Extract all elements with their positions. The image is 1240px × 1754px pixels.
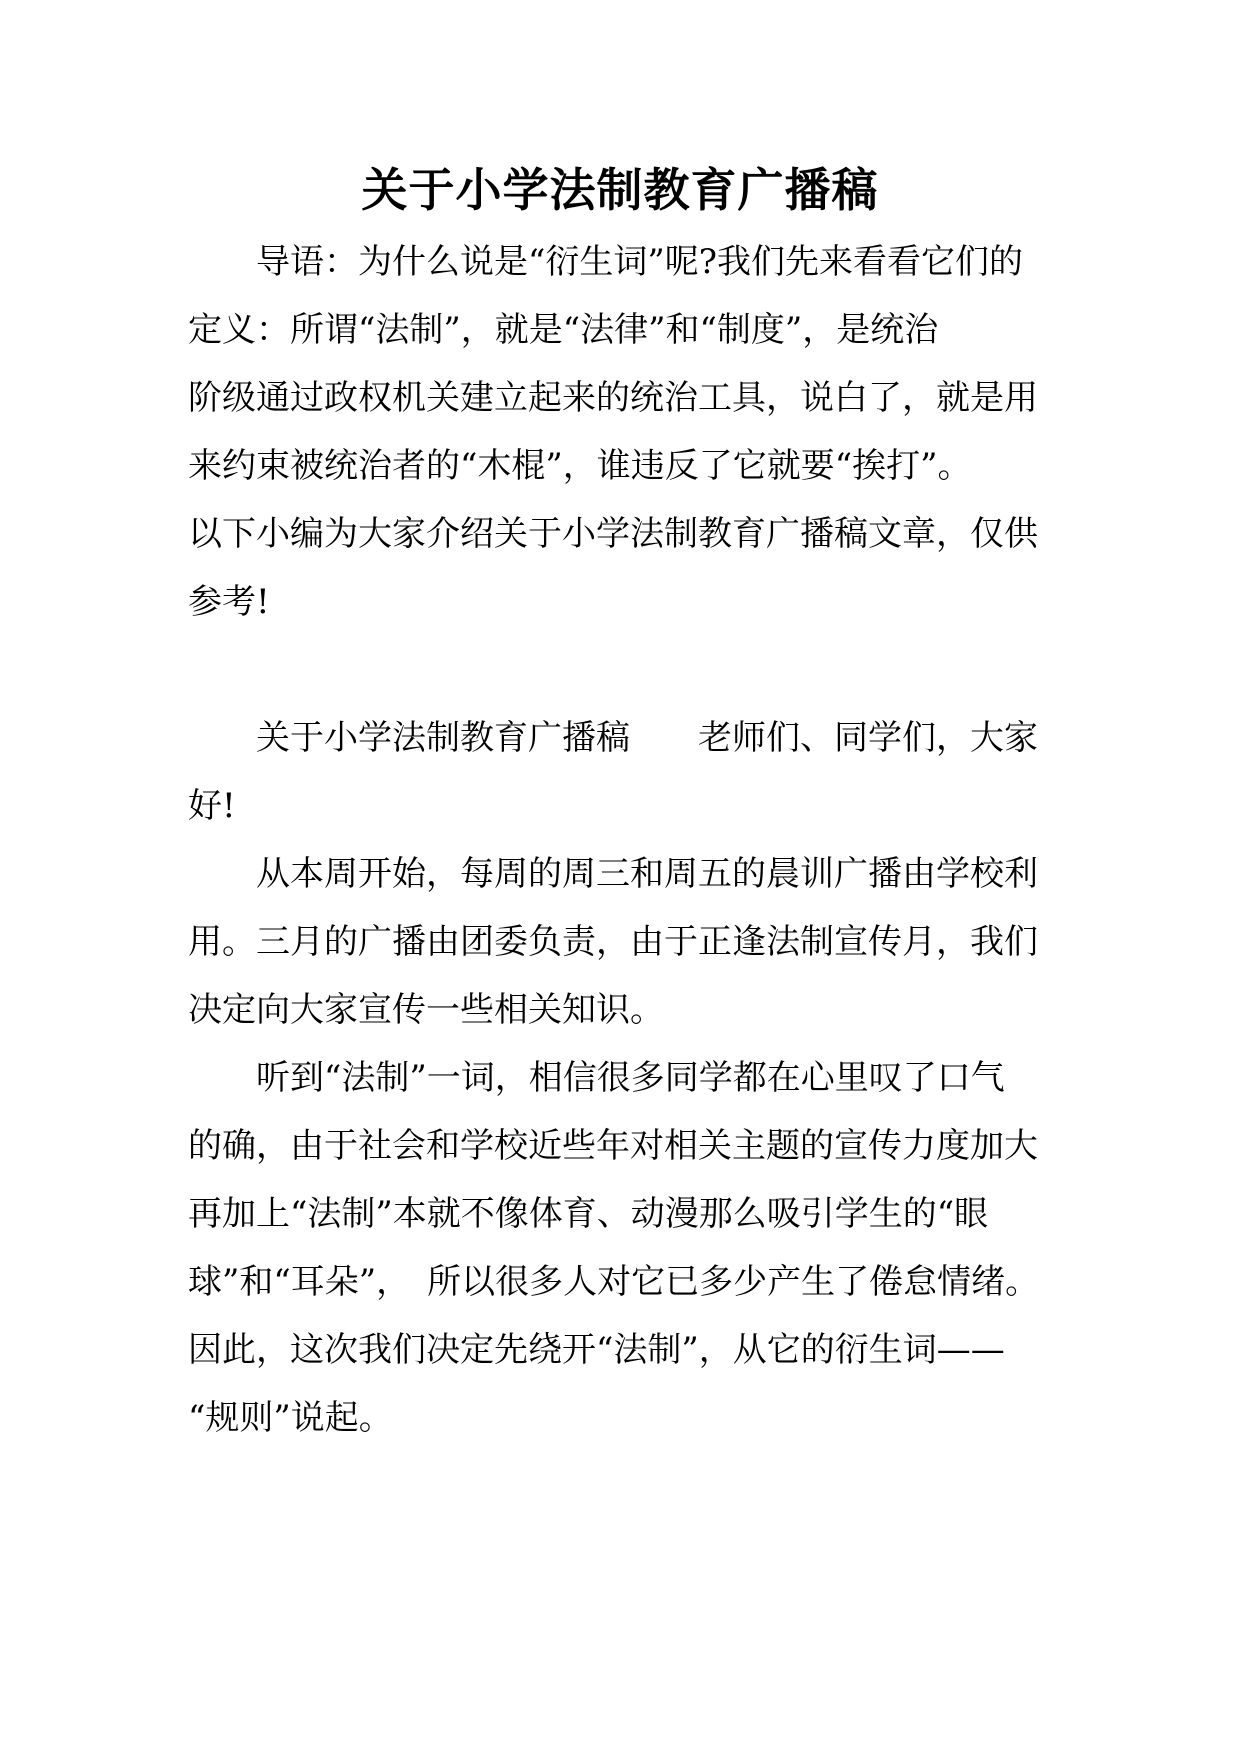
paragraph-2-line-4: 球”和“耳朵”， 所以很多人对它已多少产生了倦怠情绪。	[188, 1262, 1040, 1302]
paragraph-1-line-1: 从本周开始，每周的周三和周五的晨训广播由学校利	[256, 854, 1038, 894]
intro-line-6: 参考!	[188, 582, 270, 622]
paragraph-2-line-6: “规则”说起。	[188, 1398, 393, 1438]
greeting-line-2: 好!	[188, 786, 236, 826]
intro-line-1: 导语：为什么说是“衍生词”呢?我们先来看看它们的	[256, 242, 1023, 282]
document-title: 关于小学法制教育广播稿	[361, 163, 879, 217]
paragraph-2-line-5: 因此，这次我们决定先绕开“法制”，从它的衍生词——	[188, 1330, 1005, 1370]
intro-line-2: 定义：所谓“法制”，就是“法律”和“制度”，是统治	[188, 310, 939, 350]
paragraph-2-line-3: 再加上“法制”本就不像体育、动漫那么吸引学生的“眼	[188, 1194, 989, 1234]
paragraph-2-line-2: 的确，由于社会和学校近些年对相关主题的宣传力度加大	[188, 1126, 1038, 1166]
paragraph-2-line-1: 听到“法制”一词，相信很多同学都在心里叹了口气	[256, 1058, 1005, 1098]
intro-line-5: 以下小编为大家介绍关于小学法制教育广播稿文章，仅供	[188, 514, 1038, 554]
intro-line-4: 来约束被统治者的“木棍”，谁违反了它就要“挨打”。	[188, 446, 972, 486]
paragraph-1-line-2: 用。三月的广播由团委负责，由于正逢法制宣传月，我们	[188, 922, 1038, 962]
greeting-line-1: 关于小学法制教育广播稿 老师们、同学们，大家	[256, 718, 1038, 758]
paragraph-1-line-3: 决定向大家宣传一些相关知识。	[188, 990, 664, 1030]
intro-line-3: 阶级通过政权机关建立起来的统治工具，说白了，就是用	[188, 378, 1038, 418]
